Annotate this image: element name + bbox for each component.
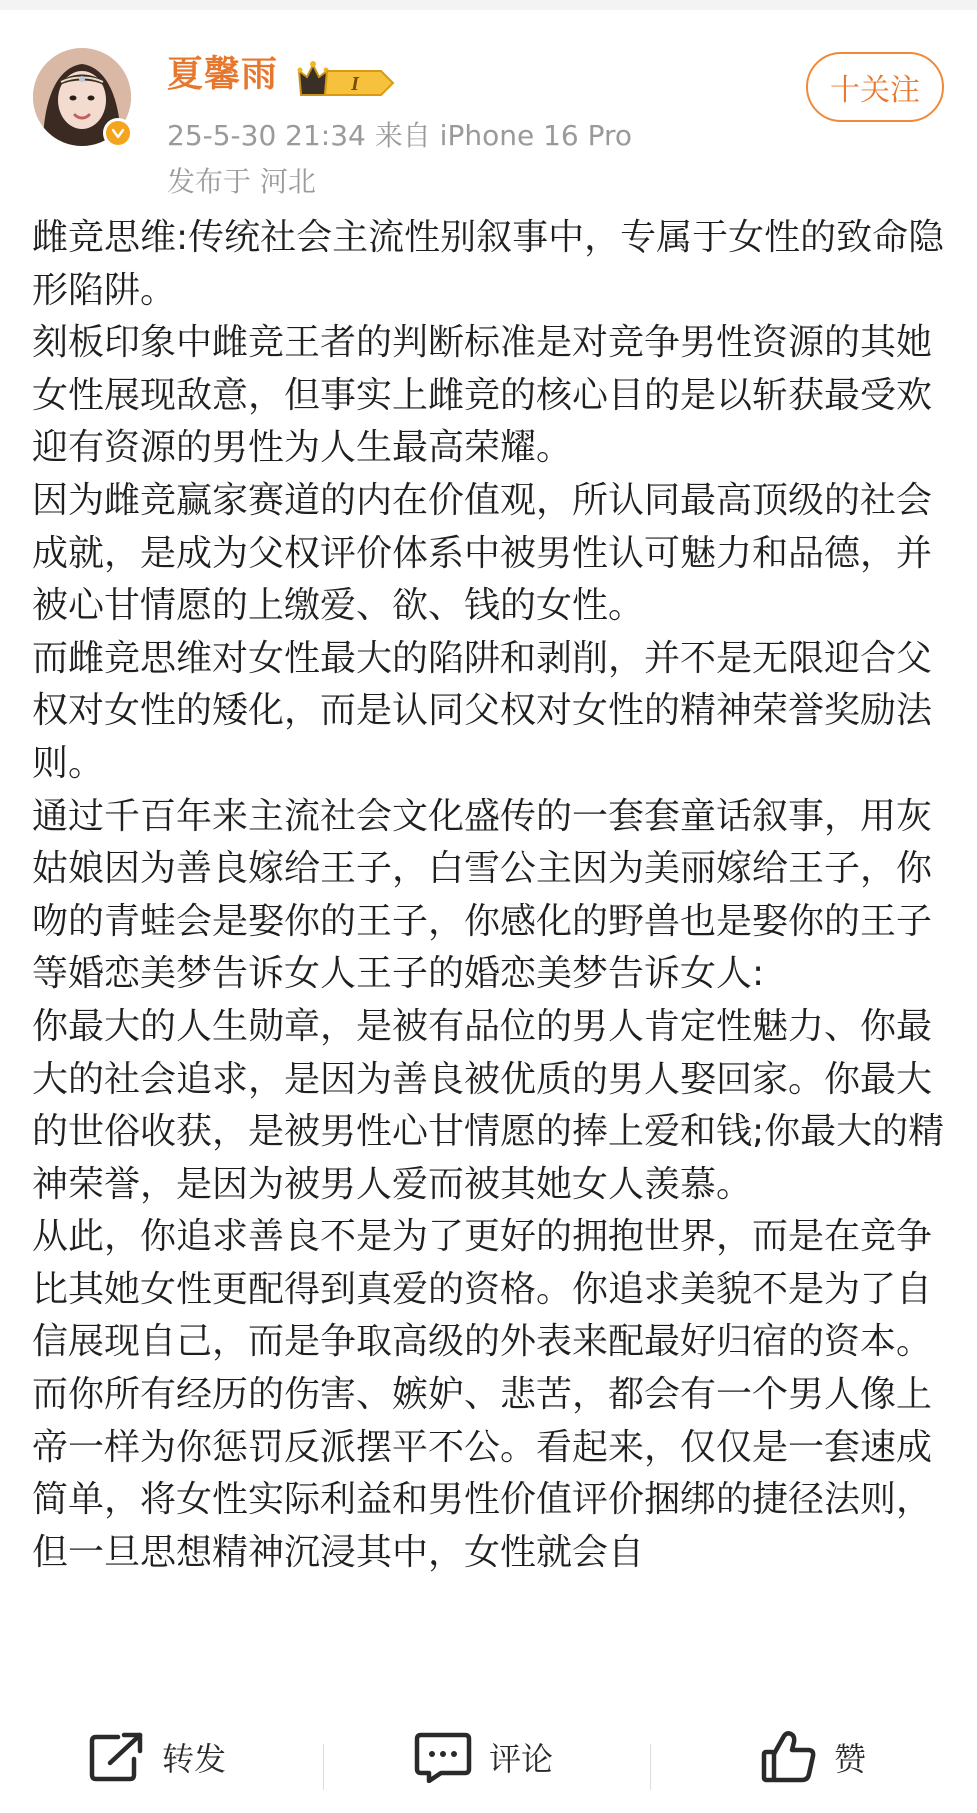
repost-button[interactable] (88, 1700, 226, 1813)
follow-button[interactable]: 十关注 (806, 52, 944, 122)
comment-label-blur-overlay (470, 1780, 610, 1810)
post-paragraph: 刻板印象中雌竞王者的判断标准是对竞争男性资源的其她女性展现敌意，但事实上雌竞的核心目的是以斩获最受欢迎有资源的男性为人生最高荣耀。 (32, 322, 933, 469)
post-location: 发布于 河北 (167, 165, 316, 198)
post-body (32, 212, 952, 1692)
verified-badge-icon (103, 118, 133, 148)
user-name[interactable]: 夏馨雨 (167, 54, 279, 95)
post-paragraph: 通过千百年来主流社会文化盛传的一套套童话叙事，用灰姑娘因为善良嫁给王子，白雪公主因为美丽嫁给王子，你吻的青蛙会是娶你的王子，你感化的野兽也是娶你的王子等婚恋美梦告诉女人王子的婚恋美梦告诉女人: (32, 795, 933, 995)
crown-level-icon (297, 57, 397, 101)
repost-label: 转发 (162, 1739, 227, 1778)
post-paragraph: 而你所有经历的伤害、嫉妒、悲苦，都会有一个男人像上帝一样为你惩罚反派摆平不公。看起来，仅仅是一套速成简单，将女性实际利益和男性价值评价捆绑的捷径法则，但一旦思想精神沉浸其中，女性就会自 (32, 1374, 933, 1573)
level-text: I (351, 73, 359, 95)
like-button[interactable] (760, 1700, 866, 1813)
post-paragraph: 从此，你追求善良不是为了更好的拥抱世界，而是在竞争比其她女性更配得到真爱的资格。你追求美貌不是为了自信展现自己，而是争取高级的外表来配最好归宿的资本。 (32, 1216, 933, 1363)
post-header (0, 10, 977, 200)
post-paragraph: 因为雌竞赢家赛道的内在价值观，所认同最高顶级的社会成就，是成为父权评价体系中被男性认可魅力和品德，并被心甘情愿的上缴爱、欲、钱的女性。 (32, 479, 933, 627)
like-label: 赞 (834, 1739, 867, 1778)
comment-icon (413, 1731, 473, 1783)
thumbs-up-icon (760, 1730, 818, 1784)
post-paragraph: 你最大的人生勋章，是被有品位的男人肯定性魅力、你最大的社会追求，是因为善良被优质的男人娶回家。你最大的世俗收获，是被男性心甘情愿的捧上爱和钱;你最大的精神荣誉，是因为被男人爱而被其她女人羡慕。 (32, 1005, 945, 1205)
repost-icon (88, 1731, 146, 1783)
action-divider (323, 1744, 324, 1790)
content-fade-overlay (0, 1660, 977, 1700)
post-paragraph: 雌竞思维:传统社会主流性别叙事中，专属于女性的致命隐形陷阱。 (32, 217, 945, 311)
top-divider-bar (0, 0, 977, 10)
action-divider (650, 1744, 651, 1790)
comment-label: 评论 (489, 1739, 554, 1778)
post-timestamp-source: 25-5-30 21:34 来自 iPhone 16 Pro (167, 119, 633, 152)
post-paragraph: 而雌竞思维对女性最大的陷阱和剥削，并不是无限迎合父权对女性的矮化，而是认同父权对女性的精神荣誉奖励法则。 (32, 637, 933, 784)
